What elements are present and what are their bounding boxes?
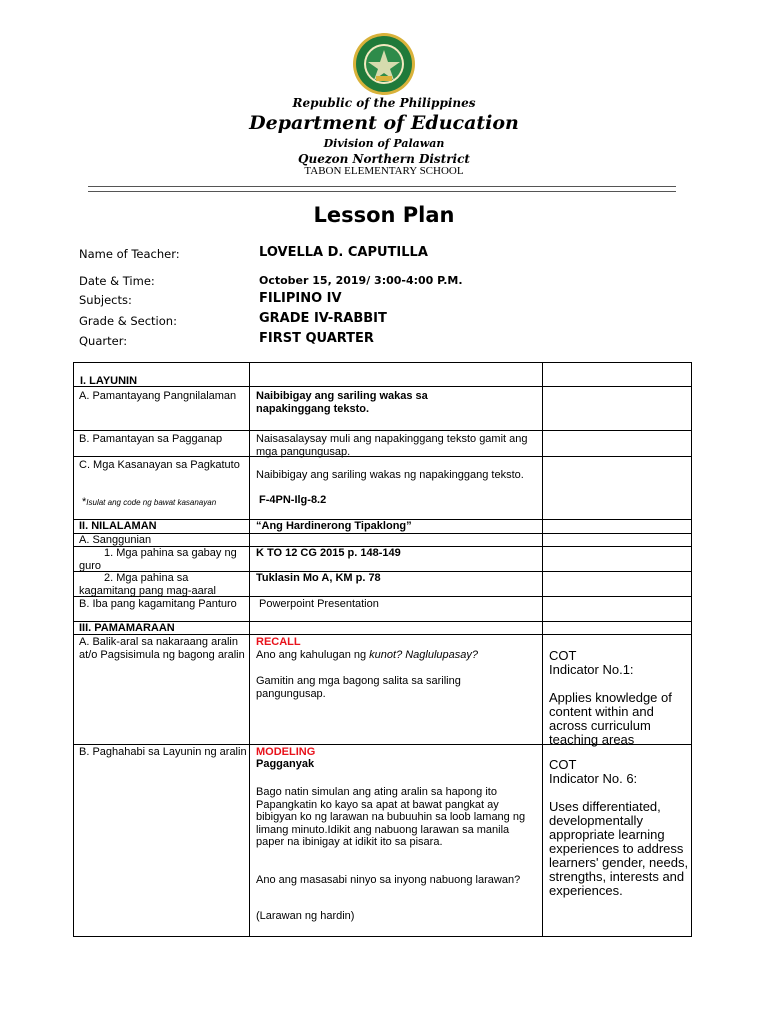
- note-asterisk: *: [82, 496, 87, 508]
- section-nilalaman: II. NILALAMAN: [79, 520, 157, 532]
- row-label-balik: A. Balik-aral sa nakaraang aralin at/o Pagsisimula ng bagong aralin: [79, 636, 245, 661]
- info-label-grade: Grade & Section:: [79, 314, 177, 328]
- row-label-paghahabi: B. Paghahabi sa Layunin ng aralin: [79, 746, 247, 758]
- row-value-pamantayang: Naibibigay ang sariling wakas sa napakinggang teksto.: [256, 390, 428, 415]
- row-label-iba: B. Iba pang kagamitang Panturo: [79, 598, 237, 610]
- row-label-kagamitan: 2. Mga pahina sa kagamitang pang mag-aaral: [79, 572, 216, 597]
- republic-text: Republic of the Philippines: [292, 96, 476, 110]
- row-label-pamantayang: A. Pamantayang Pangnilalaman: [79, 390, 237, 402]
- info-value-teacher: LOVELLA D. CAPUTILLA: [259, 245, 428, 260]
- cot2-title: COT: [549, 757, 577, 772]
- recall-question-text: Ano ang kahulugan ng: [256, 649, 370, 661]
- cot1-description: Applies knowledge of content within and across curriculum teaching areas: [549, 690, 672, 747]
- row-value-iba: Powerpoint Presentation: [259, 598, 379, 610]
- cot2-indicator: Indicator No. 6:: [549, 771, 638, 786]
- row-value-gabay: K TO 12 CG 2015 p. 148-149: [256, 547, 401, 559]
- info-label-subjects: Subjects:: [79, 293, 132, 307]
- page-title: Lesson Plan: [313, 203, 455, 227]
- school-name: TABON ELEMENTARY SCHOOL: [304, 165, 464, 177]
- cot2-description: Uses differentiated, developmentally appropriate learning experiences to address learners' gender, needs, strengths, interests and experiences.: [549, 799, 689, 898]
- row-value-kasanayan: Naibibigay ang sariling wakas ng napakinggang teksto.: [256, 469, 524, 481]
- pagganyak-heading: Pagganyak: [256, 758, 315, 770]
- info-label-quarter: Quarter:: [79, 334, 128, 348]
- recall-heading: RECALL: [256, 636, 301, 648]
- section-pamamaraan: III. PAMAMARAAN: [79, 622, 175, 634]
- recall-instruction: Gamitin ang mga bagong salita sa sariling pangungusap.: [256, 675, 461, 700]
- row-value-kagamitan: Tuklasin Mo A, KM p. 78: [256, 572, 381, 584]
- modeling-paragraph-1: Bago natin simulan ang ating aralin sa hapong ito Papangkatin ko kayo sa apat at bawat pangkat ay bibigyan ko ng larawan na bubuuhin sa loob lamang ng limang minuto.Idikit ang nabuong larawan sa manila paper na ibinigay at idikit ito sa pisara.: [256, 786, 526, 848]
- info-label-date: Date & Time:: [79, 274, 155, 288]
- row-label-sanggunian: A. Sanggunian: [79, 534, 152, 546]
- info-label-teacher: Name of Teacher:: [79, 247, 180, 261]
- kasanayan-note: [82, 496, 244, 509]
- cot1-indicator: Indicator No.1:: [549, 662, 634, 677]
- row-label-pagganap: B. Pamantayan sa Pagganap: [79, 433, 223, 445]
- modeling-paragraph-2: Ano ang masasabi ninyo sa inyong nabuong larawan?: [256, 874, 521, 886]
- division-name: Division of Palawan: [323, 137, 445, 150]
- department-name: Department of Education: [249, 112, 519, 134]
- row-label-kasanayan: C. Mga Kasanayan sa Pagkatuto: [79, 459, 240, 471]
- row-value-code: F-4PN-Ilg-8.2: [259, 494, 327, 506]
- district-name: Quezon Northern District: [298, 152, 470, 166]
- info-value-quarter: FIRST QUARTER: [259, 331, 374, 346]
- info-value-date: October 15, 2019/ 3:00-4:00 P.M.: [259, 274, 463, 287]
- row-value-pagganap: Naisasalaysay muli ang napakinggang teksto gamit ang mga pangungusap.: [256, 433, 528, 458]
- cot1-title: COT: [549, 648, 577, 663]
- row-value-nilalaman: “Ang Hardinerong Tipaklong”: [256, 520, 412, 532]
- modeling-heading: MODELING: [256, 746, 316, 758]
- info-value-grade: GRADE IV-RABBIT: [259, 311, 387, 326]
- recall-question-terms: kunot? Naglulupasay?: [369, 649, 479, 661]
- modeling-paragraph-3: (Larawan ng hardin): [256, 910, 355, 922]
- note-text: Isulat ang code ng bawat kasanayan: [86, 498, 217, 507]
- row-label-gabay: 1. Mga pahina sa gabay ng guro: [79, 547, 237, 572]
- recall-question: [256, 649, 538, 662]
- info-value-subjects: FILIPINO IV: [259, 291, 342, 306]
- section-layunin: I. LAYUNIN: [80, 375, 138, 387]
